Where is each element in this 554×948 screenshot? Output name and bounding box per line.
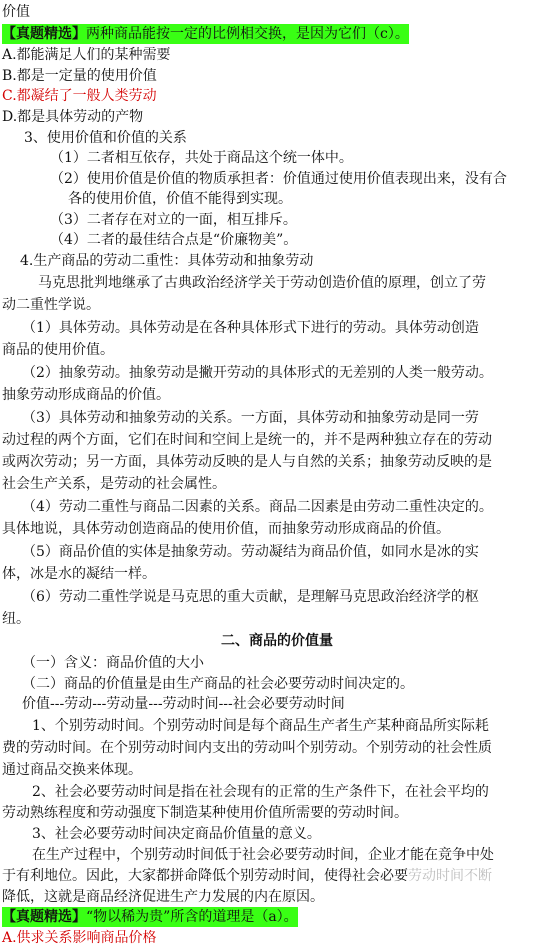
paragraph-2: 劳动熟练程度和劳动强度下制造某种使用价值所需要的劳动时间。 <box>2 805 408 821</box>
section-4-point: 或两次劳动；另一方面，具体劳动反映的是人与自然的关系；抽象劳动反映的是 <box>2 454 492 470</box>
option-b: B.都是一定量的使用价值 <box>2 68 157 84</box>
section-3-item: （2）使用价值是价值的物质承担者：价值通过使用价值表现出来，没有合 <box>50 171 507 187</box>
section-heading: 二、商品的价值量 <box>221 633 333 649</box>
section-4-point: 具体地说，具体劳动创造商品的使用价值，而抽象劳动形成商品的价值。 <box>2 521 450 537</box>
section-4-point: （4）劳动二重性与商品二因素的关系。商品二因素是由劳动二重性决定的。 <box>22 499 493 515</box>
section-4-intro: 动二重性学说。 <box>2 297 100 313</box>
section-4-point: 体，冰是水的凝结一样。 <box>2 566 156 582</box>
watermark-overlay: 劳动时间不断 <box>408 868 492 884</box>
section-4-point: （6）劳动二重性学说是马克思的重大贡献，是理解马克思政治经济学的枢 <box>22 589 479 605</box>
section-3-item: （4）二者的最佳结合点是“价廉物美”。 <box>50 232 298 248</box>
section-4-intro: 马克思批判地继承了古典政治经济学关于劳动创造价值的原理，创立了劳 <box>38 275 486 291</box>
option-c-answer: C.都凝结了一般人类劳动 <box>2 88 157 104</box>
section-4-point: 商品的使用价值。 <box>2 342 114 358</box>
option-d: D.都是具体劳动的产物 <box>2 109 144 125</box>
section-4-point: （1）具体劳动。具体劳动是在各种具体形式下进行的劳动。具体劳动创造 <box>22 320 479 336</box>
question-2 <box>2 907 298 927</box>
section-4-point: （5）商品价值的实体是抽象劳动。劳动凝结为商品价值，如同水是冰的实 <box>22 544 479 560</box>
paragraph-1: 通过商品交换来体现。 <box>2 762 142 778</box>
paragraph-3: 3、社会必要劳动时间决定商品价值量的意义。 <box>32 826 321 842</box>
value-chain: 价值---劳动---劳动量---劳动时间---社会必要劳动时间 <box>22 696 345 712</box>
paragraph-4: 在生产过程中，个别劳动时间低于社会必要劳动时间，企业才能在竞争中处 <box>32 847 494 863</box>
section-3-item: （3）二者存在对立的一面，相互排斥。 <box>50 212 297 228</box>
section-4-point: 抽象劳动形成商品的价值。 <box>2 387 170 403</box>
paragraph-1: 费的劳动时间。在个别劳动时间内支出的劳动叫个别劳动。个别劳动的社会性质 <box>2 740 492 756</box>
option-a: A.都能满足人们的某种需要 <box>2 47 171 63</box>
sub-heading-1: （一）含义：商品价值的大小 <box>22 655 204 671</box>
section-4-title: 4.生产商品的劳动二重性：具体劳动和抽象劳动 <box>20 253 314 269</box>
question-2-text: “物以稀为贵”所含的道理是（a）。 <box>86 909 298 925</box>
question-1-tag: 【真题精选】 <box>2 26 86 42</box>
question-1 <box>2 24 409 44</box>
paragraph-4 <box>2 866 492 886</box>
question-2-tag: 【真题精选】 <box>2 909 86 925</box>
section-4-point: 动过程的两个方面，它们在时间和空间上是统一的，并不是两种独立存在的劳动 <box>2 432 492 448</box>
question-2-option-a: A.供求关系影响商品价格 <box>2 930 157 946</box>
section-4-point: 社会生产关系，是劳动的社会属性。 <box>2 476 226 492</box>
paragraph-4-text: 于有利地位。因此，大家都拼命降低个别劳动时间，使得社会必要 <box>2 868 408 884</box>
section-4-point: （3）具体劳动和抽象劳动的关系。一方面，具体劳动和抽象劳动是同一劳 <box>22 410 479 426</box>
question-1-text: 两种商品能按一定的比例相交换，是因为它们（c）。 <box>86 26 409 42</box>
paragraph-4: 降低，这就是商品经济促进生产力发展的内在原因。 <box>2 889 324 905</box>
paragraph-2: 2、社会必要劳动时间是指在社会现有的正常的生产条件下，在社会平均的 <box>32 784 489 800</box>
section-4-point: 纽。 <box>2 611 30 627</box>
sub-heading-2: （二）商品的价值量是由生产商品的社会必要劳动时间决定的。 <box>22 676 414 692</box>
section-3-item: 各的使用价值，价值不能得到实现。 <box>68 191 292 207</box>
section-4-point: （2）抽象劳动。抽象劳动是撇开劳动的具体形式的无差别的人类一般劳动。 <box>22 365 493 381</box>
section-3-item: （1）二者相互依存，共处于商品这个统一体中。 <box>50 150 353 166</box>
section-3-title: 3、使用价值和价值的关系 <box>24 130 187 146</box>
header-word: 价值 <box>2 4 30 20</box>
paragraph-1: 1、个别劳动时间。个别劳动时间是每个商品生产者生产某种商品所实际耗 <box>32 718 489 734</box>
